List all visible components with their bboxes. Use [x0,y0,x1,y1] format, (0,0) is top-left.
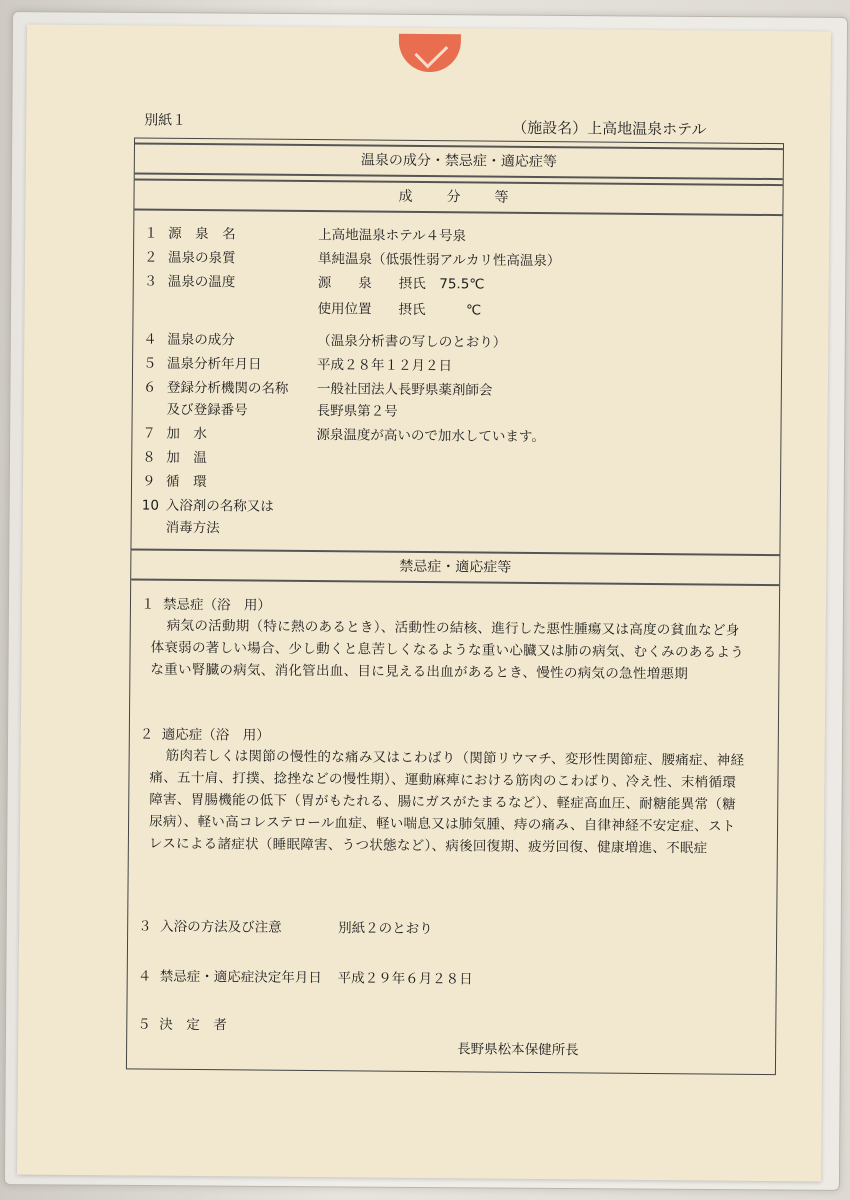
bathing-method-section [128,914,776,942]
item-number: １ [144,225,158,242]
item-value: 使用位置 摂氏 ℃ [317,301,482,319]
indications-section [128,722,778,908]
item-number: ２ [143,249,158,266]
section-title: 禁忌症・適応症決定年月日 [159,968,322,987]
item-label: 登録分析機関の名称 [166,379,289,397]
item-label: 源 泉 名 [168,225,236,243]
section-body: 筋肉若しくは関節の慢性的な痛み又はこわばり（関節リウマチ、変形性関節症、腰痛症、神経痛、五十肩、打撲、捻挫などの慢性期）、運動麻痺における筋肉のこわばり、冷え性、末梢循環障害、胃腸機能の低下（胃がもたれる、腸にガスがたまるなど）、軽症高血圧、耐糖能異常（糖尿病）、軽い高コレステロール血症、軽い喘息又は肺気腫、痔の痛み、自律神経不安定症、ストレスによる諸症状（睡眠障害、うつ状態など）、病後回復期、疲労回復、健康増進、不眠症 [148,747,745,857]
item-number: ９ [141,473,156,490]
section-value: 長野県松本保健所長 [457,1041,579,1059]
item-value: 長野県第２号 [316,403,398,420]
item-number: ４ [143,331,157,348]
section-number: ５ [137,1016,151,1033]
item-number: 10 [141,497,160,514]
document-title: 温泉の成分・禁忌症・適応症等 [135,142,783,180]
item-label: 温泉分析年月日 [167,355,262,373]
section-title: 適応症（浴 用） [161,726,270,744]
item-number: ８ [142,449,156,466]
item-label: 温泉の泉質 [167,249,236,267]
section-number: ２ [139,726,154,743]
document-page [17,25,831,1182]
logo-stamp-icon [399,34,461,73]
decision-date-section [128,964,776,992]
item-number: ５ [143,355,157,372]
item-label: 温泉の温度 [167,273,236,291]
item-value: 上高地温泉ホテル４号泉 [318,227,467,245]
components-list [134,222,782,537]
item-number: ３ [143,273,158,290]
item-number: ６ [142,379,157,396]
item-value: 単純温泉（低張性弱アルカリ性高温泉） [317,251,561,270]
content-frame [126,137,784,1075]
section-number: ３ [138,918,152,935]
facility-name: （施設名）上高地温泉ホテル [512,118,707,139]
section-value: 平成２９年６月２８日 [337,970,473,988]
section-title: 禁忌症（浴 用） [162,596,272,614]
item-label: 循 環 [165,473,207,491]
item-value: （温泉分析書の写しのとおり） [317,333,507,351]
item-value: 源 泉 摂氏 75.5℃ [317,275,485,293]
item-label: 入浴剤の名称又は [165,497,274,515]
item-value: 一般社団法人長野県薬剤師会 [316,381,493,399]
section-number: ４ [137,968,152,985]
decider-section [127,1012,775,1062]
components-heading: 成 分 等 [134,178,782,216]
item-label: 温泉の成分 [167,331,235,349]
attachment-label: 別紙１ [144,112,187,129]
item-label: 消毒方法 [165,519,220,537]
section-title: 決 定 者 [159,1016,227,1034]
item-label: 加 温 [166,449,207,467]
item-value: 源泉温度が高いので加水しています。 [316,427,545,446]
contraindications-section [130,592,779,708]
section-body: 病気の活動期（特に熱のあるとき）、活動性の結核、進行した悪性腫瘍又は高度の貧血など身体衰弱の著しい場合、少し動くと息苦しくなるような重い心臓又は肺の病気、むくみのあるような重い腎臓の病気、消化管出血、目に見える出血があるとき、慢性の病気の急性増悪期 [150,617,745,683]
section-value: 別紙２のとおり [338,920,433,938]
item-label: 加 水 [166,425,208,443]
section-title: 入浴の方法及び注意 [160,918,282,936]
item-label [168,297,318,298]
item-label: 及び登録番号 [166,401,248,419]
section-number: １ [140,596,155,613]
item-value: 平成２８年１２月２日 [317,357,453,375]
item-number: ７ [142,425,157,442]
indications-heading: 禁忌症・適応症等 [131,548,779,586]
